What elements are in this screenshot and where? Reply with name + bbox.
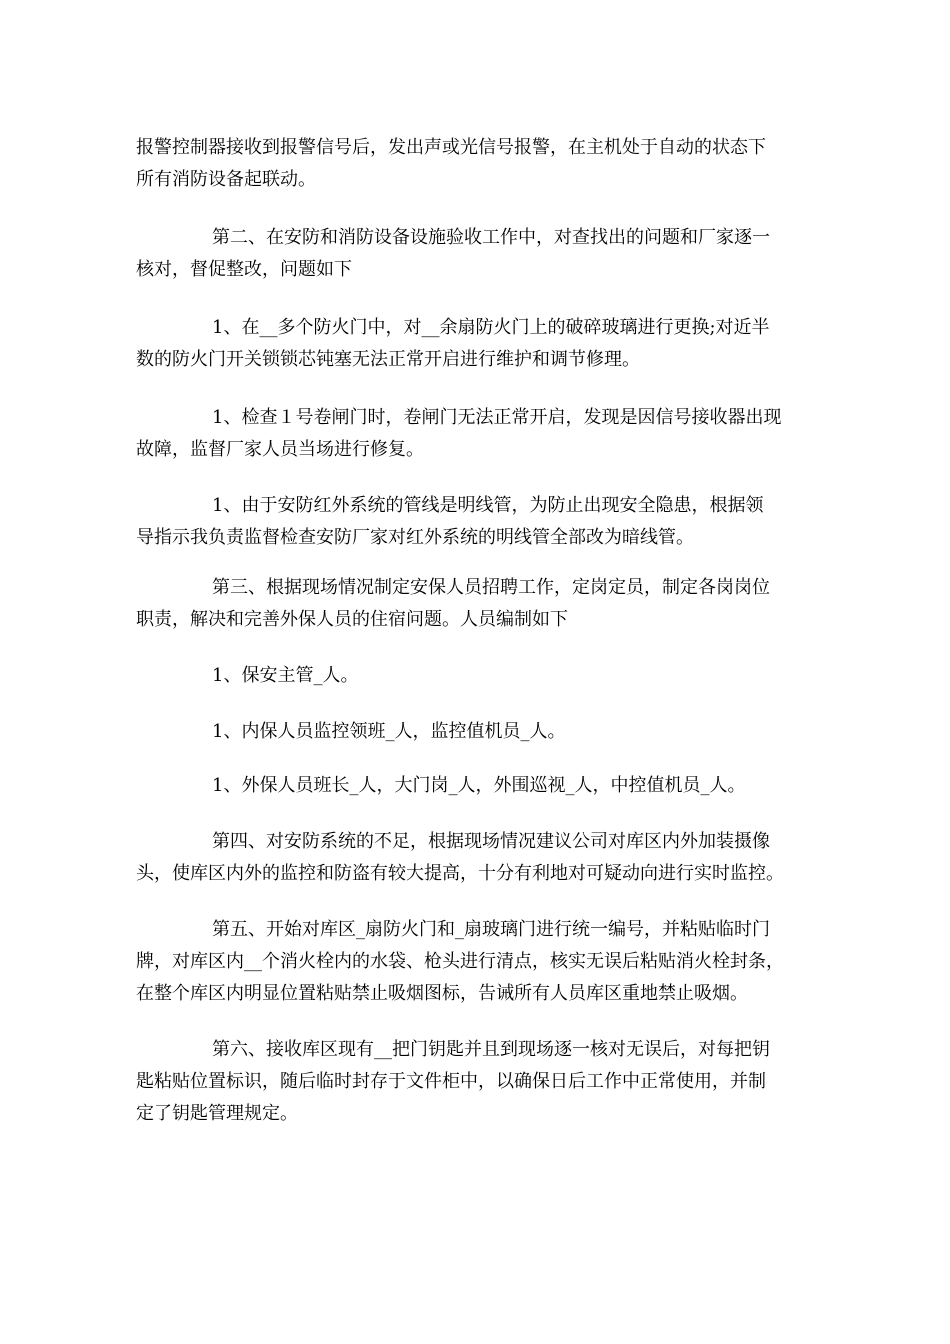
text-line: 第五、开始对库区_扇防火门和_扇玻璃门进行统一编号，并粘贴临时门 [212, 919, 770, 940]
text-line: 1、保安主管_人。 [212, 665, 359, 686]
paragraph-section-four [136, 826, 836, 890]
paragraph-external-security [136, 770, 836, 802]
paragraph-section-three [136, 572, 836, 636]
paragraph-infrared-system [136, 490, 836, 554]
text-line: 第三、根据现场情况制定安保人员招聘工作，定岗定员，制定各岗岗位 [212, 577, 770, 598]
text-line: 第四、对安防系统的不足，根据现场情况建议公司对库区内外加装摄像 [212, 831, 770, 852]
text-line: 故障，监督厂家人员当场进行修复。 [136, 439, 424, 460]
text-line: 1、检查１号卷闸门时，卷闸门无法正常开启，发现是因信号接收器出现 [212, 407, 782, 428]
paragraph-security-supervisor [136, 660, 836, 692]
paragraph-section-two [136, 222, 836, 286]
text-line: 1、外保人员班长_人，大门岗_人，外围巡视_人，中控值机员_人。 [212, 775, 746, 796]
text-line: 在整个库区内明显位置粘贴禁止吸烟图标，告诫所有人员库区重地禁止吸烟。 [136, 983, 748, 1004]
text-line: 核对，督促整改，问题如下 [136, 259, 352, 280]
paragraph-section-five [136, 914, 836, 1010]
text-line: 职责，解决和完善外保人员的住宿问题。人员编制如下 [136, 609, 568, 630]
text-line: 牌，对库区内__个消火栓内的水袋、枪头进行清点，核实无误后粘贴消火栓封条， [136, 951, 784, 972]
text-line: 报警控制器接收到报警信号后，发出声或光信号报警，在主机处于自动的状态下 [136, 137, 766, 158]
paragraph-fire-doors [136, 312, 836, 376]
text-line: 1、由于安防红外系统的管线是明线管，为防止出现安全隐患，根据领 [212, 495, 764, 516]
text-line: 匙粘贴位置标识，随后临时封存于文件柜中，以确保日后工作中正常使用，并制 [136, 1071, 766, 1092]
text-line: 数的防火门开关锁锁芯钝塞无法正常开启进行维护和调节修理。 [136, 349, 640, 370]
paragraph-internal-security [136, 716, 836, 748]
paragraph-roller-door [136, 402, 836, 466]
text-line: 1、内保人员监控领班_人，监控值机员_人。 [212, 721, 566, 742]
text-line: 头，使库区内外的监控和防盗有较大提高，十分有利地对可疑动向进行实时监控。 [136, 863, 784, 884]
paragraph-alarm-controller [136, 132, 836, 196]
text-line: 1、在__多个防火门中，对__余扇防火门上的破碎玻璃进行更换;对近半 [212, 317, 770, 338]
text-line: 定了钥匙管理规定。 [136, 1103, 298, 1124]
text-line: 所有消防设备起联动。 [136, 169, 316, 190]
text-line: 第六、接收库区现有__把门钥匙并且到现场逐一核对无误后，对每把钥 [212, 1039, 770, 1060]
text-line: 导指示我负责监督检查安防厂家对红外系统的明线管全部改为暗线管。 [136, 527, 694, 548]
paragraph-section-six [136, 1034, 836, 1130]
text-line: 第二、在安防和消防设备设施验收工作中，对查找出的问题和厂家逐一 [212, 227, 770, 248]
